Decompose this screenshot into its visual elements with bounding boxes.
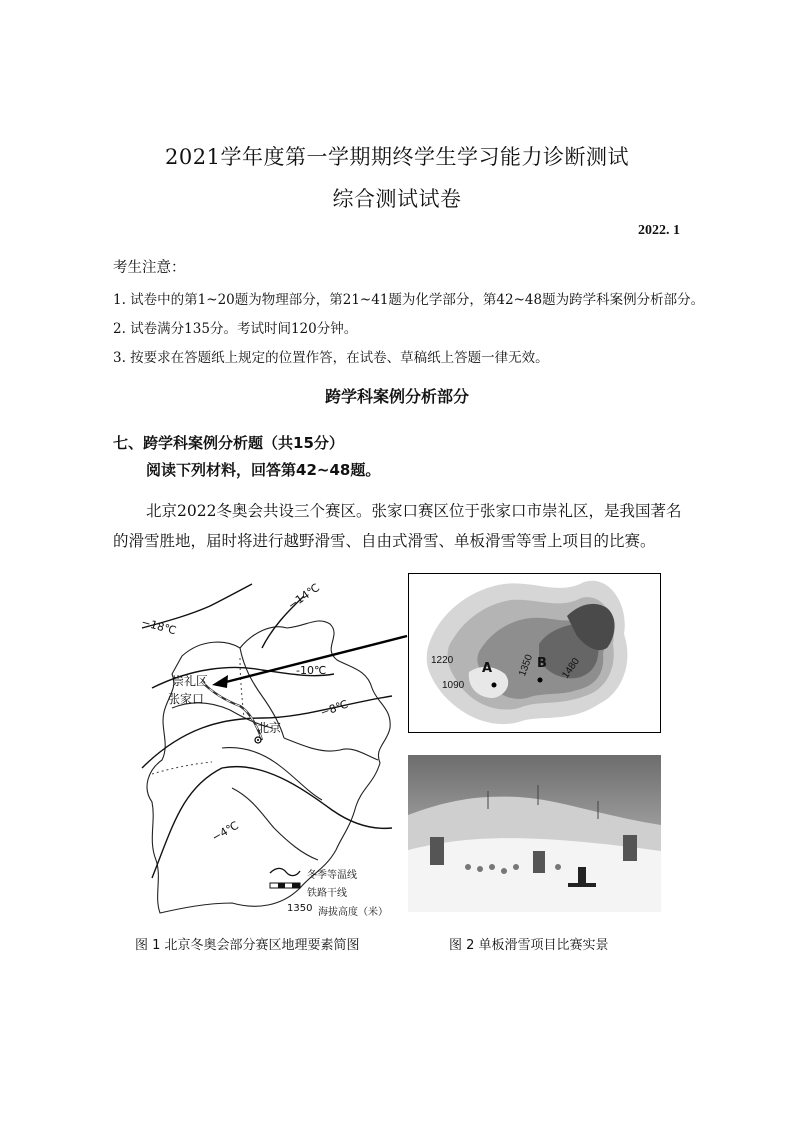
elevation-1480: 1480 [560, 656, 583, 681]
exam-subtitle: 综合测试试卷 [332, 187, 462, 211]
label-isotherm-4: −4℃ [209, 818, 241, 845]
notice-item-3: 3. 按要求在答题纸上规定的位置作答，在试卷、草稿纸上答题一律无效。 [113, 350, 549, 366]
figure1-caption: 图 1 北京冬奥会部分赛区地理要素简图 [135, 938, 360, 953]
material-paragraph: 北京2022冬奥会共设三个赛区。张家口赛区位于张家口市崇礼区，是我国著名的滑雪胜地，届时将进行越野滑雪、自由式滑雪、单板滑雪等雪上项目的比赛。 [113, 502, 682, 550]
point-a-label: A [482, 661, 493, 676]
elevation-1090: 1090 [442, 680, 465, 691]
label-isotherm-18: −18℃ [139, 615, 178, 638]
elevation-1350: 1350 [517, 653, 536, 678]
label-isotherm-8: −8℃ [318, 697, 350, 720]
snowboard-photo [408, 755, 661, 912]
exam-title: 2021学年度第一学期期终学生学习能力诊断测试 [165, 145, 629, 169]
notice-heading: 考生注意： [113, 260, 186, 276]
isotherm-4 [152, 767, 392, 878]
figure2-caption: 图 2 单板滑雪项目比赛实景 [449, 938, 609, 953]
label-zhangjiakou: 张家口 [168, 692, 205, 706]
question-heading: 七、跨学科案例分析题（共15分） [113, 434, 344, 452]
label-beijing: 北京 [257, 721, 282, 735]
section-title: 跨学科案例分析部分 [324, 387, 469, 406]
point-b-label: B [537, 656, 547, 671]
legend-railway-label: 铁路干线 [307, 888, 347, 899]
legend-elevation-value: 1350 [287, 903, 313, 914]
point-a-marker [492, 683, 497, 688]
notice-item-1: 1. 试卷中的第1~20题为物理部分，第21~41题为化学部分，第42~48题为跨学科案例分析部分。 [113, 292, 705, 308]
legend-isotherm-mark [270, 868, 300, 875]
elevation-1220: 1220 [431, 655, 454, 666]
label-chongli: 崇礼区 [172, 674, 209, 688]
question-instruction: 阅读下列材料，回答第42~48题。 [146, 461, 381, 479]
point-b-marker [538, 678, 543, 683]
legend-isotherm-label: 冬季等温线 [307, 870, 357, 881]
legend-elevation-label: 海拔高度（米） [318, 907, 388, 918]
inset-contour-map [408, 573, 661, 733]
notice-item-2: 2. 试卷满分135分。考试时间120分钟。 [113, 321, 358, 337]
exam-date: 2022. 1 [638, 223, 680, 238]
label-isotherm-14: −14℃ [285, 580, 323, 613]
label-isotherm-10: -10℃ [296, 664, 327, 677]
